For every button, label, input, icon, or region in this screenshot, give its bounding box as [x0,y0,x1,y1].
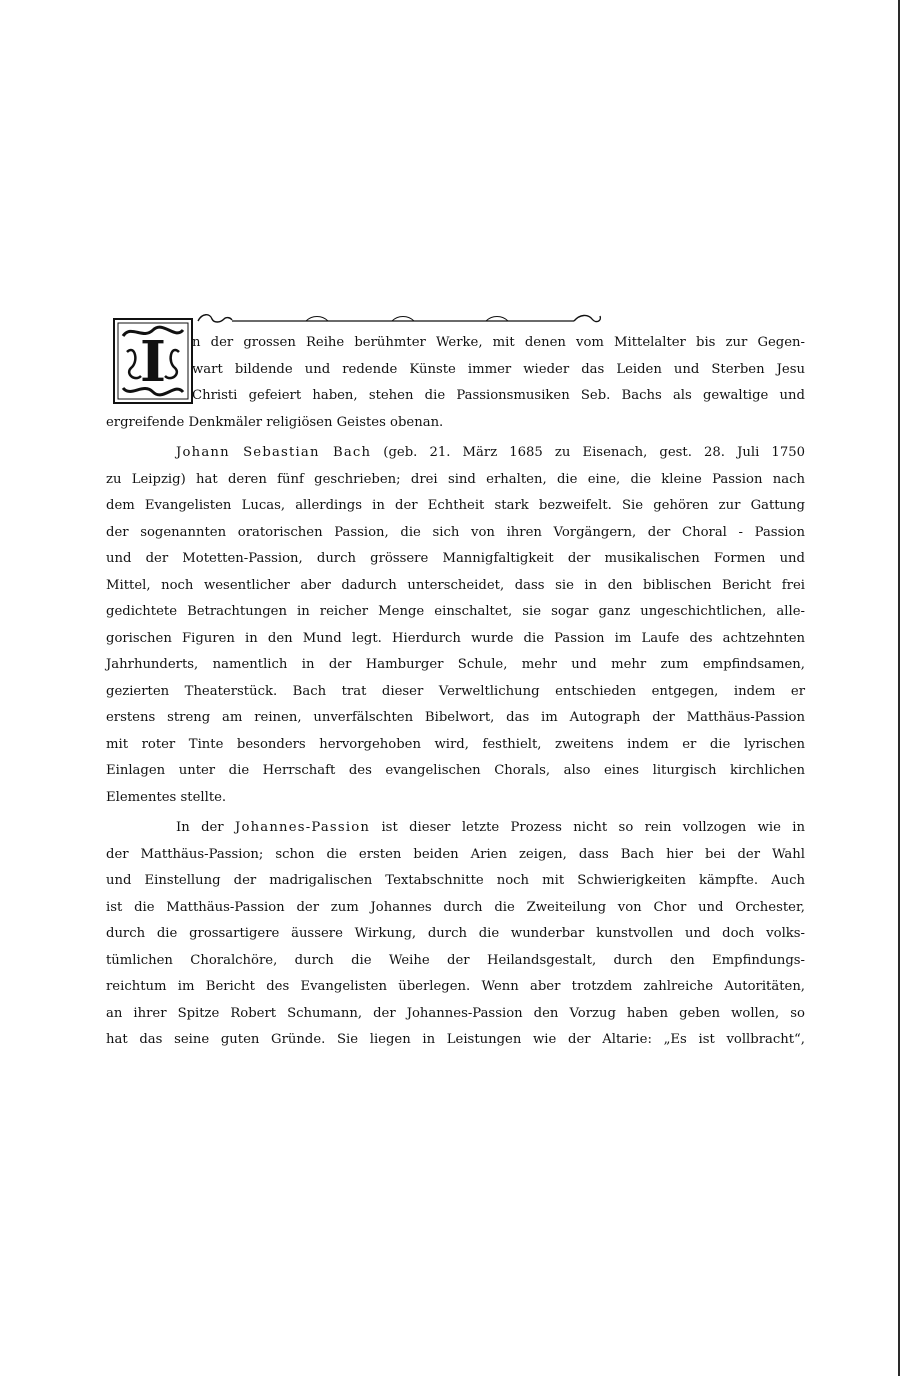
p2-lead: Johann Sebastian Bach [176,445,372,460]
p3-lead-before: In der [176,820,235,835]
p3-line-4: ist die Matthäus-Passion der zum Johannes durch die Zweiteilung von Chor und Orchester, [106,899,805,915]
p2-line-12: mit roter Tinte besonders hervorgehoben wird, festhielt, zweitens indem er die lyrischen [106,736,805,752]
p3-line-3: und Einstellung der madrigalischen Textabschnitte noch mit Schwierigkeiten kämpfte. Auch [106,873,805,888]
p3-line-8: an ihrer Spitze Robert Schumann, der Johannes-Passion den Vorzug haben geben wollen, so [106,1005,805,1021]
p2-line-9: Jahrhunderts, namentlich in der Hamburger Schule, mehr und mehr zum empfindsamen, [106,657,805,672]
p3-line-1-text: ist dieser letzte Prozess nicht so rein vollzogen wie in [370,820,805,835]
p3-line-2: der Matthäus-Passion; schon die ersten beiden Arien zeigen, dass Bach hier bei der Wahl [106,846,805,862]
p2-line-14: Elementes stellte. [106,789,227,805]
p3-line-6: tümlichen Choralchöre, durch die Weihe der Heilandsgestalt, durch den Empfindungs- [106,952,805,968]
svg-text:I: I [139,329,167,395]
p2-line-5: und der Motetten-Passion, durch grössere Mannigfaltigkeit der musikalischen Formen und [106,551,805,566]
p2-line-1-text: (geb. 21. März 1685 zu Eisenach, gest. 28. Juli 1750 [371,445,805,460]
ornament-rule [196,311,604,327]
p2-line-1 [106,440,805,467]
intro-line-3: Christi gefeiert haben, stehen die Passionsmusiken Seb. Bachs als gewaltige und [192,388,805,403]
p2-line-3: dem Evangelisten Lucas, allerdings in der Echtheit stark bezweifelt. Sie gehören zur Gattung [106,498,805,513]
p2-line-7: gedichtete Betrachtungen in reicher Menge einschaltet, sie sogar ganz ungeschichtlichen, alle- [106,604,805,619]
p3-line-5: durch die grossartigere äussere Wirkung, durch die wunderbar kunstvollen und doch volks- [106,926,805,941]
p2-line-13: Einlagen unter die Herrschaft des evangelischen Chorals, also eines liturgisch kirchlichen [106,763,805,778]
p3-lead: Johannes-Passion [234,820,371,835]
intro-line-1: n der grossen Reihe berühmter Werke, mit denen vom Mittelalter bis zur Gegen- [192,335,805,350]
document-body [106,330,805,1054]
p2-line-8: gorischen Figuren in den Mund legt. Hierdurch wurde die Passion im Laufe des achtzehnten [106,630,805,646]
p2-line-6: Mittel, noch wesentlicher aber dadurch unterscheidet, dass sie in den biblischen Bericht frei [106,577,805,593]
p2-line-4: der sogenannten oratorischen Passion, die sich von ihren Vorgängern, der Choral - Passion [106,524,805,540]
p3-line-7: reichtum im Bericht des Evangelisten überlegen. Wenn aber trotzdem zahlreiche Autoritäten, [106,979,805,994]
intro-line-2: wart bildende und redende Künste immer wieder das Leiden und Sterben Jesu [192,361,805,377]
p2-line-2: zu Leipzig) hat deren fünf geschrieben; drei sind erhalten, die eine, die kleine Passion nach [106,471,805,487]
p3-line-1 [106,815,805,842]
p3-line-9: hat das seine guten Gründe. Sie liegen in Leistungen wie der Altarie: „Es ist vollbracht“, [106,1032,805,1047]
p2-line-10: gezierten Theaterstück. Bach trat dieser Verweltlichung entschieden entgegen, indem er [106,683,805,699]
intro-line-4: ergreifende Denkmäler religiösen Geistes obenan. [106,414,444,430]
p2-line-11: erstens streng am reinen, unverfälschten Bibelwort, das im Autograph der Matthäus-Passion [106,710,805,725]
